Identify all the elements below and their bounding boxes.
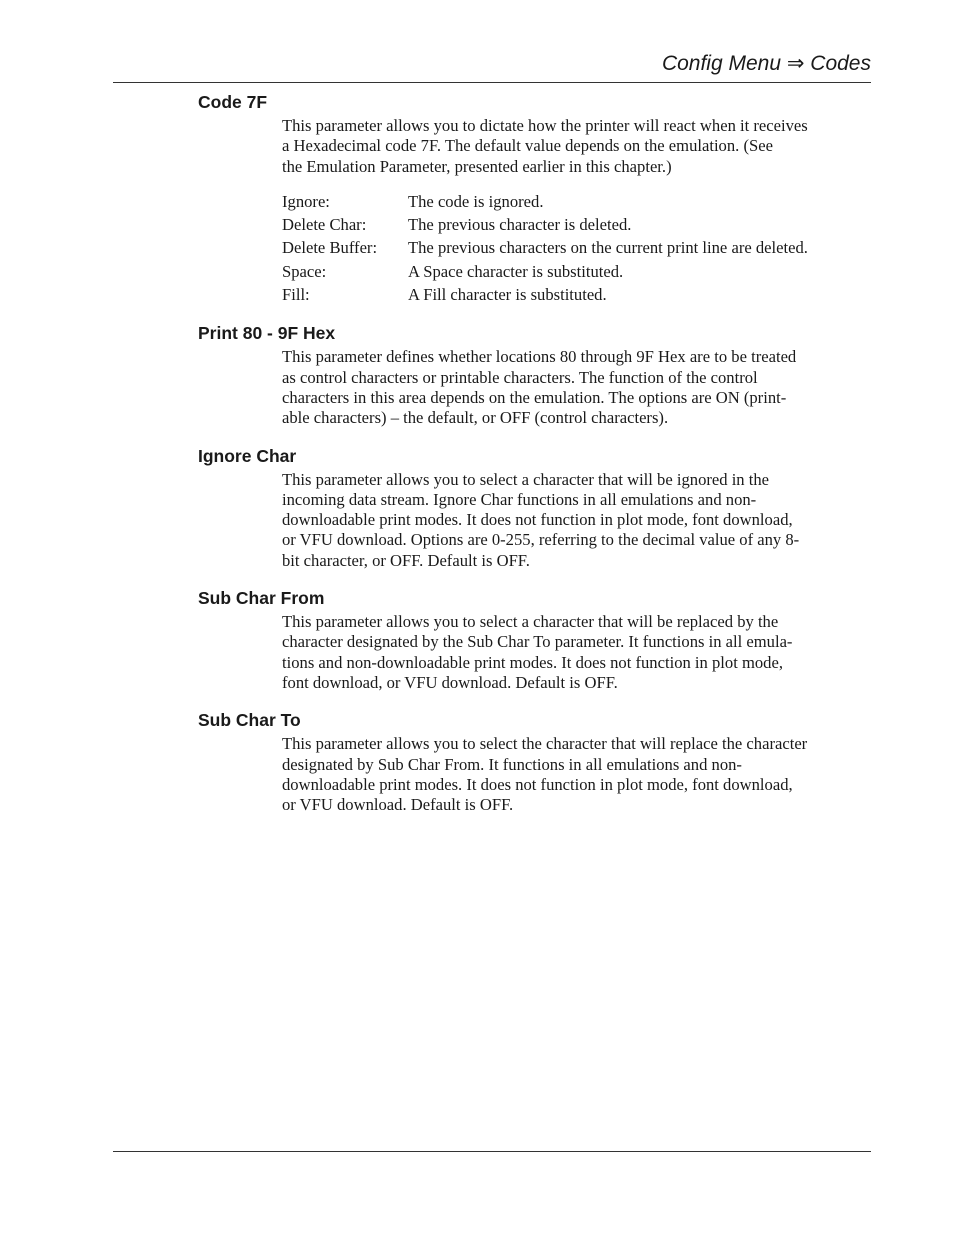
section-heading: Ignore Char <box>198 445 297 466</box>
option-description: The code is ignored. <box>408 191 544 211</box>
option-description: The previous characters on the current print line are deleted. <box>408 238 808 258</box>
paragraph-line: incoming data stream. Ignore Char functions in all emulations and non- <box>282 489 757 509</box>
page-header-title: Config Menu ⇒ Codes <box>661 52 871 75</box>
paragraph-line: a Hexadecimal code 7F. The default value depends on the emulation. (See <box>282 136 773 156</box>
option-description: A Space character is substituted. <box>408 261 624 281</box>
paragraph-line: This parameter allows you to dictate how the printer will react when it receives <box>282 116 808 135</box>
paragraph-line: This parameter defines whether locations 80 through 9F Hex are to be treated <box>282 347 797 367</box>
paragraph-line: tions and non-downloadable print modes. It does not function in plot mode, <box>282 652 783 672</box>
section-body <box>282 347 867 428</box>
section-heading: Print 80 - 9F Hex <box>198 323 336 344</box>
paragraph-line: font download, or VFU download. Default is OFF. <box>282 672 618 692</box>
option-label: Space: <box>282 261 327 281</box>
section-body <box>282 116 867 306</box>
option-row <box>282 260 808 283</box>
section-ignore-char <box>198 444 878 571</box>
options-table <box>282 190 808 306</box>
paragraph-line: This parameter allows you to select a character that will be replaced by the <box>282 612 779 632</box>
section-heading: Code 7F <box>198 92 268 112</box>
option-row <box>282 236 808 259</box>
section-body <box>282 734 867 815</box>
paragraph-line: bit character, or OFF. Default is OFF. <box>282 550 530 570</box>
option-label: Delete Buffer: <box>282 238 378 258</box>
section-code-7f <box>198 90 878 306</box>
paragraph-line: able characters) – the default, or OFF (control characters). <box>282 408 669 428</box>
option-label: Fill: <box>282 285 310 305</box>
option-label: Ignore: <box>282 191 330 211</box>
option-row <box>282 190 808 213</box>
section-print-80-9f-hex <box>198 321 878 428</box>
paragraph-line: This parameter allows you to select a character that will be ignored in the <box>282 469 770 489</box>
option-description: A Fill character is substituted. <box>408 285 607 305</box>
footer-rule <box>113 1151 871 1152</box>
section-body <box>282 470 867 571</box>
paragraph-line: or VFU download. Options are 0-255, referring to the decimal value of any 8- <box>282 530 800 550</box>
paragraph-line: or VFU download. Default is OFF. <box>282 795 514 815</box>
paragraph-line: downloadable print modes. It does not function in plot mode, font download, <box>282 510 793 530</box>
paragraph-line: as control characters or printable characters. The function of the control <box>282 367 758 387</box>
option-row <box>282 213 808 236</box>
section-heading: Sub Char To <box>198 710 301 731</box>
section-sub-char-to <box>198 708 878 815</box>
page-content <box>198 90 878 815</box>
paragraph-line: designated by Sub Char From. It functions in all emulations and non- <box>282 754 742 774</box>
paragraph-line: This parameter allows you to select the character that will replace the character <box>282 734 808 754</box>
section-heading: Sub Char From <box>198 588 325 609</box>
option-row <box>282 283 808 306</box>
section-body <box>282 612 867 693</box>
paragraph-line: the Emulation Parameter, presented earlier in this chapter.) <box>282 156 672 176</box>
paragraph-line: downloadable print modes. It does not function in plot mode, font download, <box>282 774 793 794</box>
paragraph-line: characters in this area depends on the emulation. The options are ON (print- <box>282 387 787 407</box>
section-sub-char-from <box>198 586 878 693</box>
option-description: The previous character is deleted. <box>408 215 632 235</box>
option-label: Delete Char: <box>282 215 367 235</box>
header-rule <box>113 82 871 83</box>
paragraph-line: character designated by the Sub Char To parameter. It functions in all emula- <box>282 632 793 652</box>
